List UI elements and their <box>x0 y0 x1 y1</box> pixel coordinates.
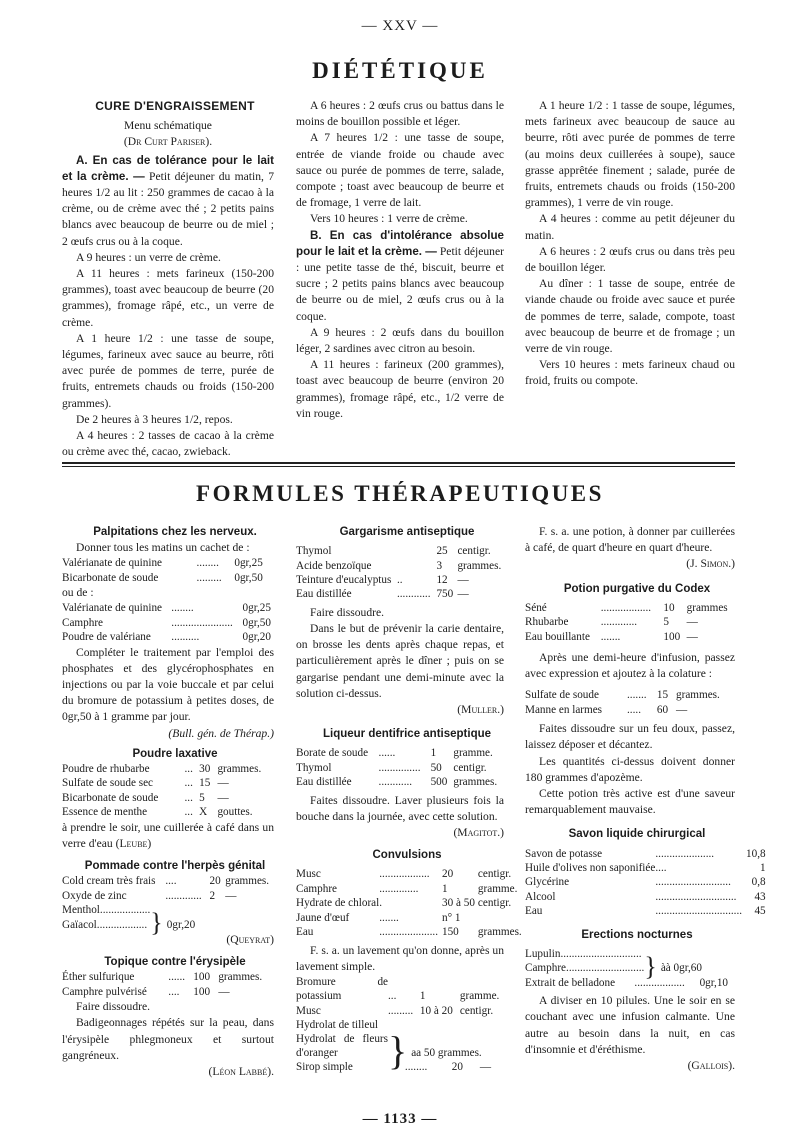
a-text: Petit déjeuner du matin, 7 heures 1/2 au lit : 250 grammes de cacao à la crème, ou de crème avec thé ; 2 petits pains blancs avec beaucoup de beurre ou de miel ; 2 œufs crus ou à la coque. <box>62 169 275 248</box>
paragraph-a-9h: A 9 heures : un verre de crème. <box>76 250 221 264</box>
table-row: Teinture d'eucalyptus .. 12 — <box>296 574 469 587</box>
table-row: Eau ..................... 150 grammes. <box>296 926 522 939</box>
erections-brace-table: Lupulin............................. Camphre............................ } àà 0gr,60 <box>525 947 702 981</box>
erysipele-source: (Léon Labbé). <box>208 1064 274 1078</box>
section-title-dietetique: DIÉTÉTIQUE <box>312 58 488 83</box>
herpes-table <box>62 874 274 903</box>
erysipele-table <box>62 970 274 999</box>
gargarisme-source: (Muller.) <box>457 703 504 717</box>
dentifrice-table <box>296 746 504 789</box>
savon-table <box>525 847 766 919</box>
herpes-source: (Queyrat) <box>226 932 274 946</box>
table-row: Bicarbonate de soude ... 5 — <box>62 791 229 804</box>
table-row: Séné .................. 10 grammes <box>525 601 728 614</box>
erections-table <box>525 976 735 990</box>
palpitations-heading: Palpitations chez les nerveux. <box>93 526 257 538</box>
purgative-text-1: Après une demi-heure d'infusion, passez avec expression et ajoutez à la colature : <box>525 651 735 681</box>
formules-column-1 <box>62 524 274 1080</box>
paragraph-b-6h: A 6 heures : 2 œufs crus ou dans très peu de bouillon léger. <box>525 244 735 275</box>
cure-heading: CURE D'ENGRAISSEMENT <box>95 99 255 113</box>
convulsions-brace-qty: aa 50 grammes. <box>411 1046 482 1059</box>
formules-column-2 <box>296 524 522 1075</box>
purgative-table <box>525 601 735 644</box>
purgative-text-3: Les quantités ci-dessus doivent donner 180 grammes d'apozème. <box>525 754 735 784</box>
table-row: Poudre de rhubarbe ... 30 grammes. <box>62 763 262 776</box>
table-row: Musc .................. 20 centigr. <box>296 868 512 881</box>
paragraph-b-4h: A 4 heures : comme au petit déjeuner du matin. <box>525 212 735 242</box>
menthol-label: Menthol <box>62 904 100 917</box>
erections-source: (Gallois). <box>687 1058 735 1072</box>
table-row: Glycérine ........................... 0,8 <box>525 876 766 889</box>
purgative-heading: Potion purgative du Codex <box>563 582 711 595</box>
paragraph-a-4h: A 4 heures : 2 tasses de cacao à la crème ou crème avec thé, cacao, zwieback. <box>62 429 274 459</box>
paragraph-a-10h: Vers 10 heures : 1 verre de crème. <box>310 212 468 226</box>
laxative-heading: Poudre laxative <box>132 747 218 760</box>
camphre-label: Camphre <box>525 962 567 975</box>
dentifrice-heading: Liqueur dentifrice antiseptique <box>322 728 492 741</box>
table-row: Camphre pulvérisé .... 100 — <box>62 985 230 998</box>
a-heading: A. En cas de tolérance pour le lait et la crème. — <box>62 153 274 183</box>
brace-icon: } <box>644 951 657 981</box>
convulsions-continuation: F. s. a. une potion, à donner par cuillerées à café, de quart d'heure en quart d'heure. <box>525 525 735 555</box>
paragraph-a-11h: A 11 heures : mets farineux (150-200 grammes), toast avec beaucoup de beurre (20 grammes), fromage râpé, etc., un verre de crème. <box>62 267 274 329</box>
purgative-text-4: Cette potion très active est d'une saveur remarquablement mauvaise. <box>525 787 735 817</box>
paragraph-a-7h: A 7 heures 1/2 : une tasse de soupe, entrée de viande froide ou chaude avec sauce ou purée de pommes de terre, salade, compote ; toast avec beaucoup de beurre et de fromage, 1 verre de lait. <box>296 131 504 210</box>
convulsions-table-2 <box>296 975 504 1018</box>
table-row: Acide benzoïque 3 grammes. <box>296 559 502 572</box>
gargarisme-table <box>296 544 504 602</box>
table-row: Huile d'olives non saponifiée .... 1 <box>525 862 766 875</box>
gargarisme-text: Dans le but de prévenir la carie dentaire, on brosse les dents après chaque repas, et particulièrement après le dîner ; puis on se gargarise pendant une demi-minute avec la solution ci-dessus. <box>296 622 504 700</box>
paragraph-a-6h: A 6 heures : 2 œufs crus ou battus dans le moins de bouillon possible et léger. <box>296 99 504 129</box>
table-row: Extrait de belladone .................. 0gr,10 <box>525 976 729 989</box>
table-row: Eau bouillante ....... 100 — <box>525 630 698 643</box>
gaiacol-label: Gaïacol <box>62 918 97 931</box>
convulsions-source: (J. Simon.) <box>686 557 735 571</box>
table-row: Eau distillée ............ 500 grammes. <box>296 776 498 789</box>
menu-author: (Dr Curt Pariser). <box>123 135 213 149</box>
table-row: Camphre .............. 1 gramme. <box>296 882 518 895</box>
table-row: Sulfate de soude sec ... 15 — <box>62 777 229 790</box>
dietetique-column-1 <box>62 98 274 460</box>
savon-heading: Savon liquide chirurgical <box>568 828 706 841</box>
b-heading: B. En cas d'intolérance absolue pour le lait et la crème. — <box>296 228 504 258</box>
table-row: Oxyde de zinc ............. 2 — <box>62 889 237 902</box>
table-row: Musc ......... 10 à 20 centigr. <box>296 1004 494 1017</box>
table-row: Thymol ............... 50 centigr. <box>296 761 487 774</box>
page-number: — 1133 — <box>362 1111 438 1127</box>
paragraph-a-2h: De 2 heures à 3 heures 1/2, repos. <box>76 412 233 426</box>
laxative-table <box>62 762 274 820</box>
erysipele-heading: Topique contre l'érysipèle <box>104 956 246 969</box>
erections-text: A diviser en 10 pilules. Une le soir en se couchant avec une infusion calmante. Une autre au besoin dans la nuit, en cas d'insomnie et d'éréthisme. <box>525 994 735 1056</box>
table-row: Bicarbonate de soude ......... 0gr,50 <box>62 571 263 584</box>
palpitations-source: (Bull. gén. de Thérap.) <box>168 726 274 740</box>
oranger-label: Hydrolat de fleurs d'oranger <box>296 1033 388 1060</box>
paragraph-b-diner: Au dîner : 1 tasse de soupe, entrée de viande chaude ou froide avec sauce et purée de pommes de terre, salade, compote, toast avec beaucoup de beurre et de fromage ; un verre de vin rouge. <box>525 277 735 356</box>
table-row: Alcool ............................. 43 <box>525 890 766 903</box>
table-row: Eau ............................... 45 <box>525 905 766 918</box>
herpes-brace-table: Menthol.................. Gaïacol.................. } 0gr,20 <box>62 904 196 937</box>
table-row: Manne en larmes ..... 60 — <box>525 703 688 716</box>
table-row: Cold cream très frais .... 20 grammes. <box>62 875 270 888</box>
gargarisme-dissolve: Faire dissoudre. <box>310 605 385 619</box>
herpes-brace-qty: 0gr,20 <box>166 918 196 931</box>
palpitations-table-1 <box>62 556 274 585</box>
table-row: Éther sulfurique ...... 100 grammes. <box>62 971 263 984</box>
table-row: Bromure de potassium ... 1 gramme. <box>296 975 500 1003</box>
table-row: Thymol 25 centigr. <box>296 545 491 558</box>
section-title-formules: FORMULES THÉRAPEUTIQUES <box>196 481 604 506</box>
palpitations-text: Compléter le traitement par l'emploi des phosphates et des glycérophosphates en injections ou par la voie buccale et par celui du bromure de potassium à petites doses, de 0gr,50 à 1 gramme par jour. <box>62 645 274 724</box>
dentifrice-source: (Magitot.) <box>453 826 504 840</box>
table-row: Borate de soude ...... 1 gramme. <box>296 747 493 760</box>
table-row: Savon de potasse ..................... 10,8 <box>525 847 766 860</box>
table-row: Rhubarbe ............. 5 — <box>525 616 698 629</box>
laxative-text: à prendre le soir, une cuillerée à café dans un verre d'eau (Leube) <box>62 820 274 850</box>
dentifrice-text: Faites dissoudre. Laver plusieurs fois la bouche dans la journée, avec cette solution. <box>296 793 504 823</box>
menu-line: Menu schématique <box>124 119 212 133</box>
convulsions-heading: Convulsions <box>372 849 442 862</box>
tilleul-label: Hydrolat de tilleul <box>296 1019 379 1032</box>
dietetique-column-3 <box>525 98 735 390</box>
purgative-table-2 <box>525 688 735 717</box>
table-row: Poudre de valériane .......... 0gr,20 <box>62 631 271 644</box>
laxative-source: (Leube) <box>115 836 152 850</box>
formules-column-3 <box>525 524 766 1074</box>
section-divider-thin <box>62 466 735 467</box>
table-row: Sulfate de soude ....... 15 grammes. <box>525 689 720 702</box>
table-row: Essence de menthe ... X gouttes. <box>62 806 253 819</box>
herpes-heading: Pommade contre l'herpès génital <box>84 860 266 873</box>
palpitations-table-2 <box>62 601 274 644</box>
table-row: Jaune d'œuf ....... n° 1 <box>296 911 461 924</box>
paragraph-a-1h: A 1 heure 1/2 : une tasse de soupe, légumes, farineux avec sauce au beurre, rôti avec purée de pommes de terre, purée de fruits, entremets chauds ou froids (150-200 grammes). <box>62 331 274 410</box>
table-row: Eau distillée ............ 750 — <box>296 588 469 601</box>
table-row: Valérianate de quinine ........ 0gr,25 <box>62 557 263 570</box>
lupulin-label: Lupulin <box>525 947 561 960</box>
table-row: Valérianate de quinine ........ 0gr,25 <box>62 602 271 615</box>
paragraph-a <box>62 153 274 250</box>
table-row: Sirop simple ........ 20 — <box>296 1061 492 1074</box>
paragraph-b-9h: A 9 heures : 2 œufs dans du bouillon léger, 2 sardines avec citron au besoin. <box>296 325 504 356</box>
convulsions-table <box>296 867 522 939</box>
paragraph-b-10h: Vers 10 heures : mets farineux chaud ou froid, fruits ou compote. <box>525 358 735 388</box>
paragraph-b-11h: A 11 heures : farineux (200 grammes), toast avec beaucoup de beurre (environ 20 grammes), fromage râpé, etc., 1/2 verre de vin rouge. <box>296 358 504 420</box>
erysipele-text: Badigeonnages répétés sur la peau, dans l'érysipèle phlegmoneux et surtout gangréneux. <box>62 1016 274 1062</box>
dietetique-column-2 <box>296 98 504 422</box>
gargarisme-heading: Gargarisme antiseptique <box>339 526 475 538</box>
erections-heading: Erections nocturnes <box>581 928 693 941</box>
erections-brace-qty: àà 0gr,60 <box>660 962 702 975</box>
section-divider <box>62 462 735 464</box>
erysipele-dissolve: Faire dissoudre. <box>76 1000 151 1014</box>
paragraph-b-1h: A 1 heure 1/2 : 1 tasse de soupe, légumes, mets farineux avec beaucoup de sauce au beurre, rôti avec purée de pommes de terre (au moins deux cuillerées à soupe), sauce grasse apprêtée finement ; salade, purée de fruits, entremets chauds ou froids (150-200 grammes), 1 verre de vin rouge. <box>525 99 735 210</box>
table-row: Camphre ...................... 0gr,50 <box>62 616 271 629</box>
purgative-text-2: Faites dissoudre sur un feu doux, passez, laissez déposer et décantez. <box>525 722 735 752</box>
page-number-roman: — XXV — <box>361 18 439 34</box>
paragraph-b <box>296 228 504 325</box>
convulsions-text: F. s. a. un lavement qu'on donne, après un lavement simple. <box>296 943 504 973</box>
b-text: Petit déjeuner : une petite tasse de thé, biscuit, beurre et sucre ; 2 petits pains blancs avec beaucoup de beurre ou de miel, 2 œufs crus ou à la coque. <box>296 244 504 323</box>
table-row: Hydrate de chloral . 30 à 50 centigr. <box>296 897 512 910</box>
palpitations-or: ou de : <box>62 586 94 600</box>
palpitations-intro: Donner tous les matins un cachet de : <box>76 541 250 555</box>
brace-icon: } <box>388 1028 408 1074</box>
brace-icon: } <box>150 907 163 937</box>
